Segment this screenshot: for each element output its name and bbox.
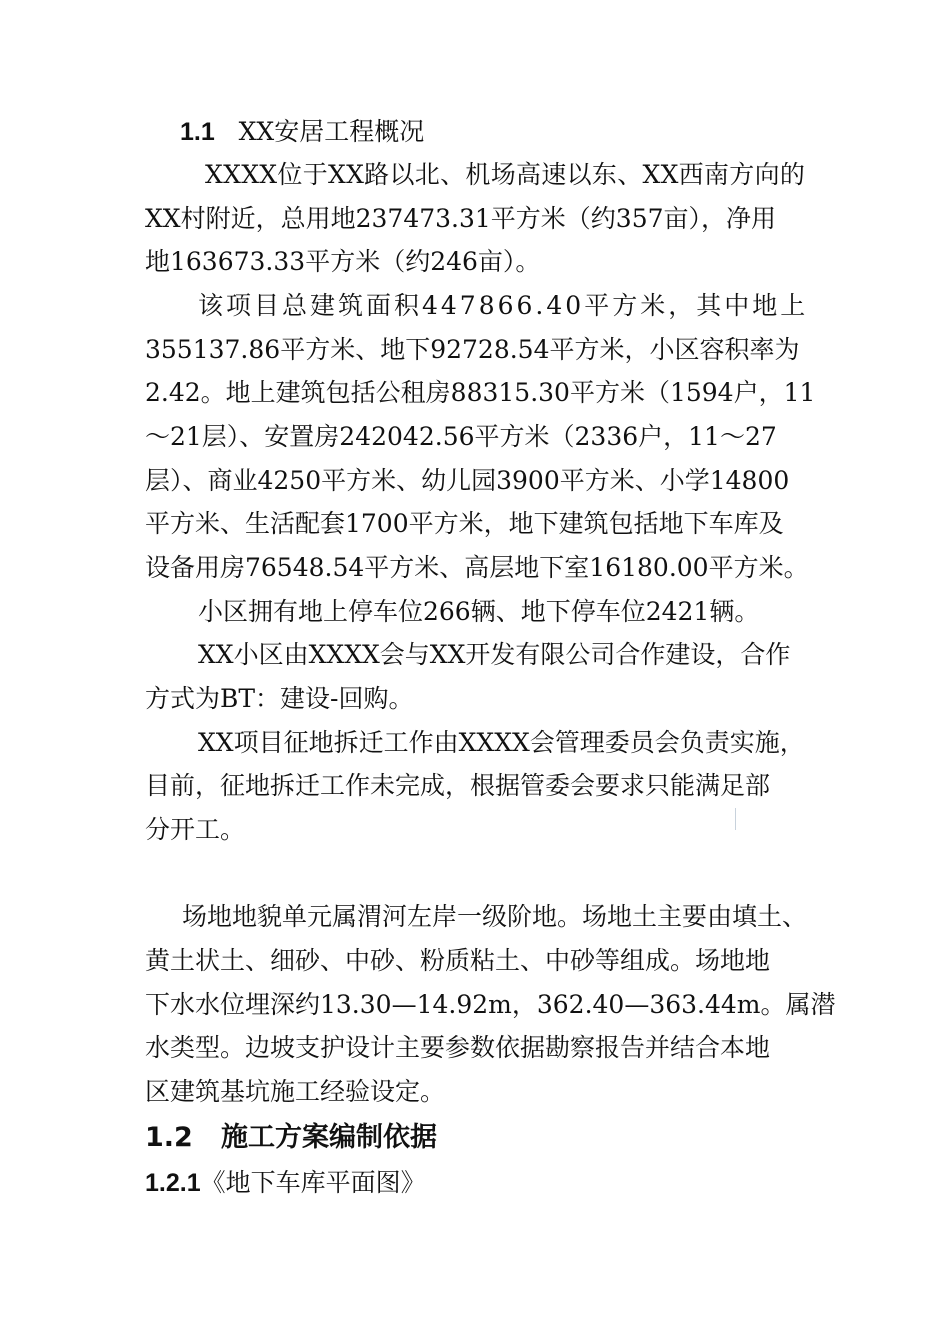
section-number: 1.2 — [145, 1122, 193, 1153]
paragraph-line: 目前，征地拆迁工作未完成，根据管委会要求只能满足部 — [145, 771, 771, 800]
paragraph-line: XX村附近，总用地237473.31平方米（约357亩），净用 — [145, 204, 777, 233]
paragraph-line: 小区拥有地上停车位266辆、地下停车位2421辆。 — [198, 597, 760, 626]
paragraph-line: 设备用房76548.54平方米、高层地下室16180.00平方米。 — [145, 553, 809, 582]
section-title: 施工方案编制依据 — [221, 1122, 438, 1153]
paragraph-line: 2.42。地上建筑包括公租房88315.30平方米（1594户，11 — [145, 378, 816, 407]
paragraph-line: XX项目征地拆迁工作由XXXX会管理委员会负责实施， — [198, 728, 805, 757]
paragraph-line: 区建筑基坑施工经验设定。 — [145, 1077, 446, 1106]
section-heading-1-1 — [180, 117, 424, 147]
paragraph-line: 水类型。边坡支护设计主要参数依据勘察报告并结合本地 — [145, 1033, 771, 1062]
paragraph-line: 下水水位埋深约13.30—14.92m，362.40—363.44m。属潜 — [145, 990, 836, 1019]
cursor-mark — [735, 808, 736, 830]
paragraph-line: 地163673.33平方米（约246亩）。 — [145, 247, 541, 276]
paragraph-line: 场地地貌单元属渭河左岸一级阶地。场地土主要由填土、 — [182, 902, 808, 931]
paragraph-line: 平方米、生活配套1700平方米，地下建筑包括地下车库及 — [145, 509, 784, 538]
paragraph-line: 355137.86平方米、地下92728.54平方米，小区容积率为 — [145, 335, 800, 364]
paragraph-line: XX小区由XXXX会与XX开发有限公司合作建设，合作 — [198, 640, 791, 669]
section-title: XX安居工程概况 — [238, 117, 425, 146]
paragraph-line: 层）、商业4250平方米、幼儿园3900平方米、小学14800 — [145, 466, 790, 495]
paragraph-line: 黄土状土、细砂、中砂、粉质粘土、中砂等组成。场地地 — [145, 946, 771, 975]
paragraph-line: XXXX位于XX路以北、机场高速以东、XX西南方向的 — [205, 160, 806, 189]
paragraph-line: 该项目总建筑面积447866.40平方米，其中地上 — [198, 291, 809, 320]
section-number: 1.1 — [180, 118, 215, 146]
paragraph-line: 方式为BT：建设-回购。 — [145, 684, 414, 713]
section-heading-1-2 — [145, 1122, 437, 1154]
paragraph-line: ～21层）、安置房242042.56平方米（2336户，11～27 — [145, 422, 777, 451]
section-title: 《地下车库平面图》 — [200, 1168, 426, 1197]
section-number: 1.2.1 — [145, 1169, 201, 1197]
section-heading-1-2-1 — [145, 1168, 426, 1198]
paragraph-line: 分开工。 — [145, 815, 246, 844]
